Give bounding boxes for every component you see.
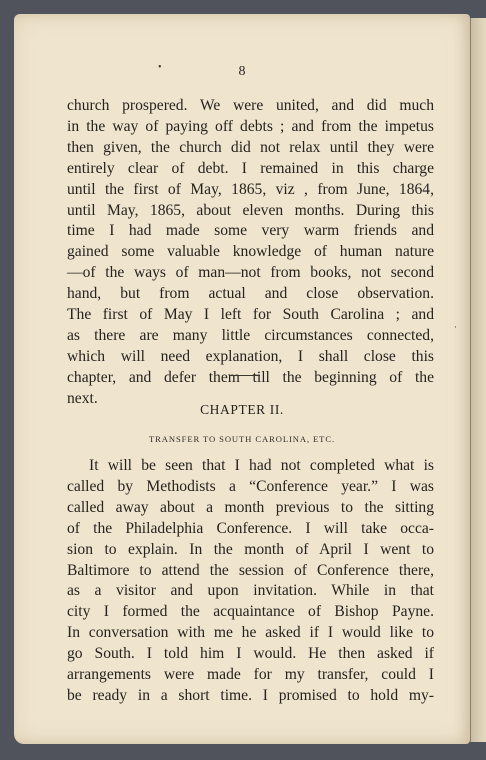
chapter-subtitle: TRANSFER TO SOUTH CAROLINA, ETC. [148, 434, 336, 444]
text-line: in the way of paying off debts ; and from the impetus [67, 117, 434, 135]
text-line: It will be seen that I had not completed what is [89, 457, 434, 474]
text-line: time I had made some very warm friends and [67, 222, 434, 240]
text-line: be ready in a short time. I promised to hold my- [67, 686, 434, 704]
ink-speck: • [158, 62, 162, 73]
text-line: as a visitor and upon invitation. While in that [67, 582, 434, 600]
text-line: city I formed the acquaintance of Bishop Payne. [67, 603, 434, 621]
section-divider [230, 375, 260, 376]
text-line: hand, but from actual and close observation. [67, 285, 434, 303]
text-line: —of the ways of man—not from books, not second [67, 264, 434, 282]
text-line: called away about a month previous to the sitting [67, 498, 434, 516]
text-line: of the Philadelphia Conference. I will take occa- [67, 519, 434, 537]
ink-speck: · [454, 322, 457, 332]
text-line: until May, 1865, about eleven months. During this [67, 201, 434, 219]
adjacent-page-edge [470, 18, 486, 742]
text-line: until the first of May, 1865, viz , from June, 1864, [67, 180, 434, 198]
paragraph-2 [67, 456, 434, 707]
text-line: church prospered. We were united, and did much [67, 97, 434, 114]
text-line: go South. I told him I would. He then asked if [67, 645, 434, 663]
text-line: entirely clear of debt. I remained in this charge [67, 159, 434, 177]
text-line: then given, the church did not relax until they were [67, 138, 434, 156]
chapter-title: CHAPTER II. [200, 402, 284, 417]
text-line: Baltimore to attend the session of Conference there, [67, 561, 434, 579]
text-line: sion to explain. In the month of April I went to [67, 540, 434, 558]
text-line: chapter, and defer them till the beginning of the [67, 368, 434, 386]
text-line: which will need explanation, I shall close this [67, 347, 434, 365]
text-line: In conversation with me he asked if I would like to [67, 624, 434, 642]
text-line: next. [67, 389, 98, 407]
paragraph-1 [67, 96, 434, 410]
page-number: 8 [238, 64, 246, 79]
text-line: The first of May I left for South Carolina ; and [67, 306, 434, 324]
text-line: called by Methodists a “Conference year.” I was [67, 477, 434, 495]
text-line: as there are many little circumstances connected, [67, 326, 434, 344]
text-line: gained some valuable knowledge of human nature [67, 243, 434, 261]
text-line: arrangements were made for my transfer, could I [67, 666, 434, 684]
book-page [14, 14, 470, 744]
